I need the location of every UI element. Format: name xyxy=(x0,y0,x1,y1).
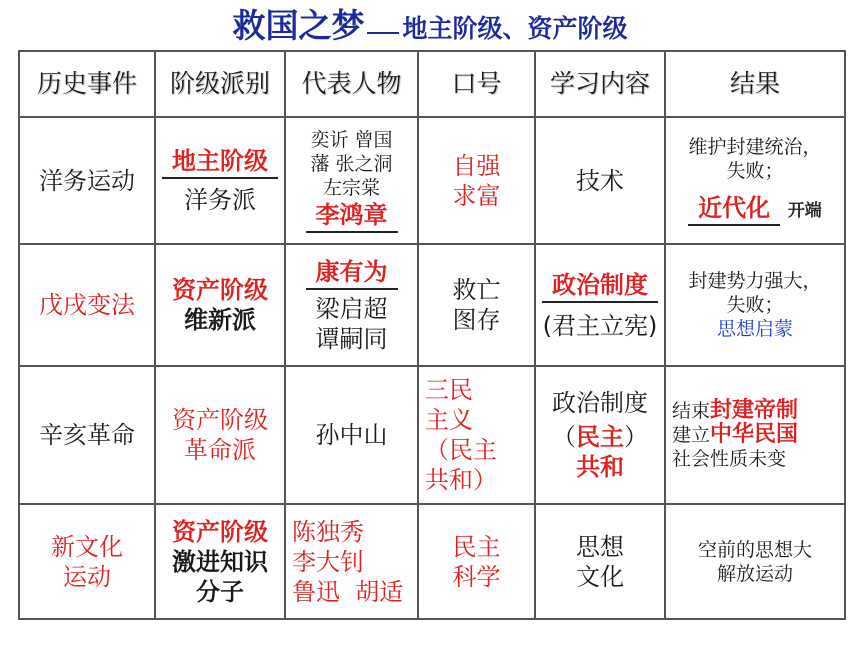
result-line: 社会性质未变 xyxy=(672,448,787,470)
result-line: 失败； xyxy=(726,294,784,316)
title-main: 救国之梦 xyxy=(232,6,365,45)
result-line: 维护封建统治， xyxy=(688,136,822,158)
result-line: 空前的思想大 xyxy=(697,538,812,561)
table-row xyxy=(19,504,845,619)
slogan-line: 共和） xyxy=(425,466,497,494)
header-result: 结果 xyxy=(665,51,845,117)
cell-result xyxy=(665,244,845,366)
title-dash xyxy=(367,32,399,34)
slogan-line: 三民 xyxy=(425,376,473,404)
people-line: 谭嗣同 xyxy=(315,324,388,353)
header-class: 阶级派别 xyxy=(155,51,285,117)
people-line: 藩 张之洞 xyxy=(310,153,393,175)
cell-event xyxy=(19,504,155,619)
header-content: 学习内容 xyxy=(535,51,665,117)
event-name: 运动 xyxy=(63,562,111,591)
cell-content xyxy=(535,244,665,366)
class-red: 资产阶级 xyxy=(172,276,268,304)
class-black: 分子 xyxy=(196,577,244,606)
table-row xyxy=(19,117,845,244)
cell-class xyxy=(155,504,285,619)
event-name: 戊戌变法 xyxy=(39,291,135,319)
class-black: 激进知识 xyxy=(172,547,268,576)
paren-close: ） xyxy=(624,423,648,451)
slogan-line: 民主 xyxy=(452,532,501,561)
class-black: 洋务派 xyxy=(184,186,256,214)
class-red: 地主阶级 xyxy=(162,146,278,179)
paren-open: （ xyxy=(552,423,576,451)
event-name: 辛亥革命 xyxy=(39,421,135,449)
header-row xyxy=(19,51,845,117)
header-people: 代表人物 xyxy=(285,51,418,117)
content-red: 民主 xyxy=(576,423,624,451)
content-black: 政治制度 xyxy=(552,389,648,417)
event-name: 新文化 xyxy=(51,532,123,561)
event-name: 洋务运动 xyxy=(39,166,135,195)
page-title xyxy=(0,4,860,54)
people-line: 奕䜣 曾国 xyxy=(310,129,393,151)
cell-people xyxy=(285,366,418,504)
result-blue: 思想启蒙 xyxy=(716,318,793,340)
cell-event xyxy=(19,117,155,244)
history-table xyxy=(18,50,846,620)
cell-slogan xyxy=(418,504,535,619)
cell-class xyxy=(155,366,285,504)
cell-content xyxy=(535,117,665,244)
result-line: 解放运动 xyxy=(716,562,793,585)
cell-people xyxy=(285,244,418,366)
cell-result xyxy=(665,366,845,504)
people-red: 康有为 xyxy=(306,257,398,290)
cell-class xyxy=(155,244,285,366)
people-line: 左宗棠 xyxy=(322,177,380,199)
header-event: 历史事件 xyxy=(19,51,155,117)
slogan-line: 主义 xyxy=(425,406,473,434)
content-red: 共和 xyxy=(576,453,624,481)
people-red: 鲁迅 胡适 xyxy=(292,577,404,606)
cell-slogan xyxy=(418,244,535,366)
result-red: 近代化 xyxy=(688,193,780,226)
cell-event xyxy=(19,244,155,366)
class-black: 维新派 xyxy=(184,306,256,334)
class-red: 资产阶级 xyxy=(172,517,268,546)
result-red: 封建帝制 xyxy=(710,398,799,423)
cell-result xyxy=(665,504,845,619)
cell-people xyxy=(285,117,418,244)
table-row xyxy=(19,366,845,504)
result-tail: 开端 xyxy=(787,201,822,221)
result-line: 失败； xyxy=(726,160,784,182)
content-black: (君主立宪) xyxy=(542,311,658,340)
people-red: 李大钊 xyxy=(292,547,364,576)
header-slogan: 口号 xyxy=(418,51,535,117)
people-red: 李鸿章 xyxy=(306,200,398,233)
result-prefix: 建立 xyxy=(672,424,711,446)
cell-event xyxy=(19,366,155,504)
class-red: 革命派 xyxy=(184,436,256,464)
people-red: 陈独秀 xyxy=(292,517,364,546)
content-line: 文化 xyxy=(576,562,624,591)
cell-people xyxy=(285,504,418,619)
content-text: 技术 xyxy=(576,166,624,195)
slogan-line: （民主 xyxy=(425,436,497,464)
slogan-line: 救亡 xyxy=(452,276,501,304)
cell-slogan xyxy=(418,366,535,504)
people-text: 孙中山 xyxy=(315,421,388,449)
cell-class xyxy=(155,117,285,244)
cell-slogan xyxy=(418,117,535,244)
slogan-line: 图存 xyxy=(452,306,501,334)
cell-content xyxy=(535,366,665,504)
result-red: 中华民国 xyxy=(710,422,799,447)
slogan-line: 求富 xyxy=(452,181,501,210)
content-line: 思想 xyxy=(576,532,624,561)
cell-result xyxy=(665,117,845,244)
content-red: 政治制度 xyxy=(542,270,658,303)
people-line: 梁启超 xyxy=(315,294,388,323)
slogan-line: 自强 xyxy=(452,151,501,180)
table-row xyxy=(19,244,845,366)
class-red: 资产阶级 xyxy=(172,406,268,434)
slogan-line: 科学 xyxy=(452,562,501,591)
title-sub: 地主阶级、资产阶级 xyxy=(402,14,628,43)
result-line: 封建势力强大， xyxy=(688,270,822,292)
result-prefix: 结束 xyxy=(672,400,711,422)
cell-content xyxy=(535,504,665,619)
